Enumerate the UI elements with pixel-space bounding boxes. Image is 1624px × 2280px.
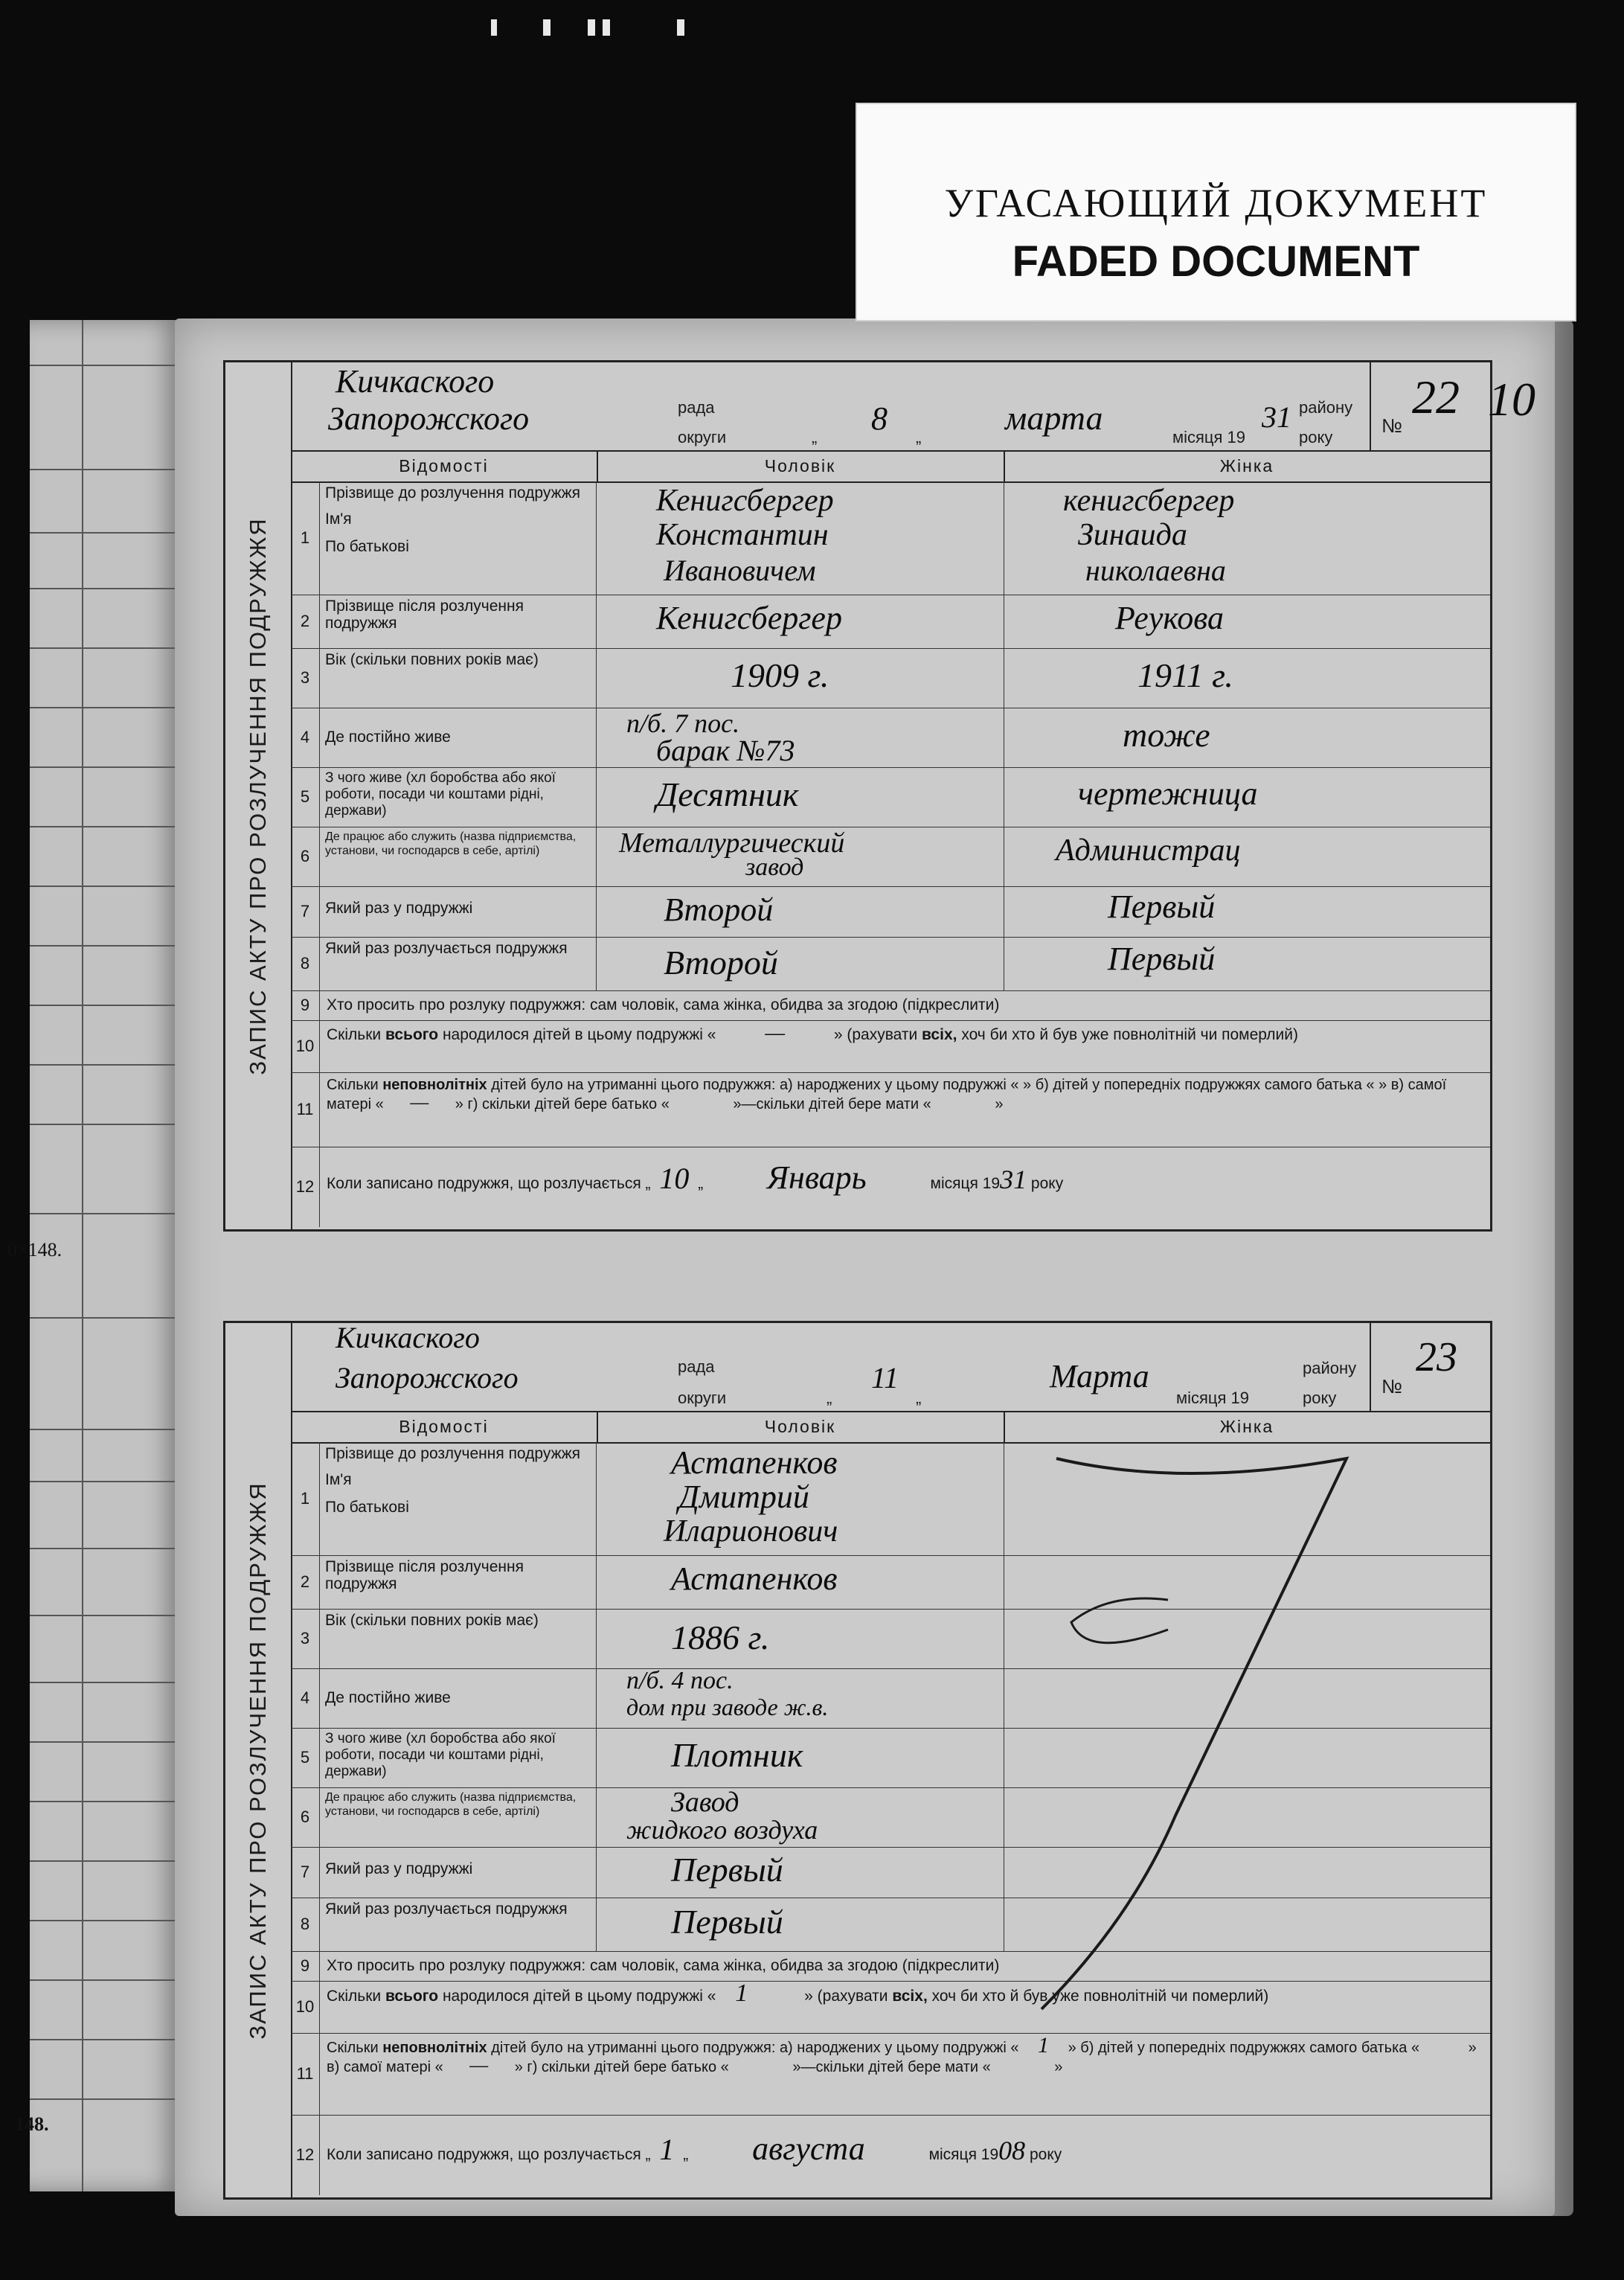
col-woman: Жінка bbox=[1219, 1417, 1274, 1436]
month-label: місяця 19 bbox=[1176, 1389, 1250, 1407]
man-residence-2: барак №73 bbox=[656, 734, 795, 767]
man-occupation: Десятник bbox=[656, 775, 799, 813]
left-page-annotation-top: 0×148. bbox=[7, 1239, 62, 1261]
table-row: 3 Вік (скільки повних років має) 1886 г. bbox=[291, 1609, 1490, 1669]
top-strip-marks bbox=[476, 6, 714, 36]
table-row: 2 Прізвище після розлучення подружжя Кенигсбергер Реукова bbox=[291, 595, 1490, 649]
okrug-label: округи bbox=[678, 428, 727, 446]
record-number-box: № 22 bbox=[1370, 362, 1490, 450]
table-row: 10 Скільки всього народилося дітей в цьому подружжі « 1 » (рахувати всіх, хоч би хто й був уже повнолітній чи померлий) bbox=[291, 1981, 1490, 2034]
registration-day: 1 bbox=[659, 2133, 675, 2166]
rayon-label: району bbox=[1299, 398, 1353, 417]
record-vertical-title: ЗАПИС АКТУ ПРО РОЗЛУЧЕННЯ ПОДРУЖЖЯ bbox=[225, 1323, 292, 2197]
table-row: 9 Хто просить про розлуку подружжя: сам чоловік, сама жінка, обидва за згодою (підкреслити) bbox=[291, 990, 1490, 1021]
woman-surname-after: Реукова bbox=[1115, 600, 1225, 636]
rada-label: рада bbox=[678, 1357, 715, 1376]
record-vertical-title: ЗАПИС АКТУ ПРО РОЗЛУЧЕННЯ ПОДРУЖЖЯ bbox=[225, 362, 292, 1229]
man-name: Константин bbox=[656, 518, 829, 552]
month-value: марта bbox=[1005, 399, 1103, 437]
woman-age: 1911 г. bbox=[1137, 656, 1233, 694]
day-value: 8 bbox=[871, 400, 888, 437]
man-divorce-number: Первый bbox=[671, 1903, 783, 1941]
table-row: 7 Який раз у подружжі Второй Первый bbox=[291, 886, 1490, 938]
table-row: 4 Де постійно живе п/б. 7 пос. барак №73 тоже bbox=[291, 708, 1490, 768]
year-label: року bbox=[1303, 1389, 1337, 1407]
table-row: 11 Скільки неповнолітніх дітей було на утриманні цього подружжя: а) народжених у цьому подружжі « 1 » б) дітей у попередніх подружжях самого батька « » в) самої матері « — » г) скільки дітей бере батько « »—скільки дітей бере мати « » bbox=[291, 2033, 1490, 2116]
col-info: Відомості bbox=[291, 1411, 598, 1442]
record-number-box: № 23 bbox=[1370, 1323, 1490, 1411]
woman-name: Зинаида bbox=[1078, 518, 1187, 552]
col-man: Чоловік bbox=[597, 450, 1005, 481]
year-label: року bbox=[1299, 428, 1333, 446]
woman-divorce-number: Первый bbox=[1108, 941, 1216, 977]
table-row: 10 Скільки всього народилося дітей в цьому подружжі « — » (рахувати всіх, хоч би хто й був уже повнолітній чи померлий) bbox=[291, 1020, 1490, 1073]
registration-month: августа bbox=[752, 2130, 865, 2167]
day-value: 11 bbox=[871, 1361, 899, 1394]
man-residence-1: п/б. 7 пос. bbox=[626, 708, 740, 738]
okrug-value: Запорожского bbox=[336, 1361, 519, 1394]
man-marriage-number: Первый bbox=[671, 1851, 783, 1889]
table-row: 8 Який раз розлучається подружжя Первый bbox=[291, 1898, 1490, 1952]
children-minor-mother: — bbox=[410, 1091, 429, 1114]
side-mark: 10 bbox=[1488, 373, 1535, 426]
man-workplace-1: Металлургический bbox=[619, 827, 845, 859]
cross-out-mark bbox=[997, 1444, 1369, 2039]
record-number: 23 bbox=[1416, 1334, 1457, 1380]
man-age: 1886 г. bbox=[671, 1618, 770, 1656]
column-header bbox=[291, 1411, 1490, 1444]
woman-residence: тоже bbox=[1123, 716, 1210, 754]
month-label: місяця 19 bbox=[1172, 428, 1246, 446]
man-surname-after: Астапенков bbox=[671, 1560, 838, 1597]
man-age: 1909 г. bbox=[731, 656, 829, 694]
col-info: Відомості bbox=[291, 450, 598, 481]
man-marriage-number: Второй bbox=[664, 891, 774, 928]
woman-patronymic: николаевна bbox=[1085, 554, 1226, 587]
woman-workplace: Администрац bbox=[1056, 833, 1241, 868]
woman-surname: кенигсбергер bbox=[1063, 484, 1235, 518]
left-page-annotation-bottom: 148. bbox=[15, 2113, 49, 2135]
woman-marriage-number: Первый bbox=[1108, 888, 1216, 925]
man-residence-2: дом при заводе ж.в. bbox=[626, 1694, 829, 1720]
col-woman: Жінка bbox=[1219, 456, 1274, 475]
table-row: 7 Який раз у подружжі Первый bbox=[291, 1847, 1490, 1898]
man-patronymic: Иларионович bbox=[664, 1514, 838, 1549]
rada-label: рада bbox=[678, 398, 715, 417]
faded-document-stamp bbox=[856, 103, 1576, 321]
table-row: 6 Де працює або служить (назва підприємства, установи, чи господарсв в себе, артілі) Металлургический завод Администрац bbox=[291, 827, 1490, 887]
registration-year: 31 bbox=[1000, 1165, 1027, 1194]
table-row: 12 Коли записано подружжя, що розлучається „ 1 „ августа місяця 1908 року bbox=[291, 2115, 1490, 2195]
stamp-line-en: FADED DOCUMENT bbox=[1012, 237, 1420, 286]
children-total: — bbox=[765, 1020, 785, 1045]
man-surname: Астапенков bbox=[671, 1444, 838, 1481]
record-header: Кичкаского рада Запорожского округи „ 8 „ марта місяця 19 31 року району № 22 bbox=[291, 362, 1490, 452]
table-row: 2 Прізвище після розлучення подружжя Астапенков bbox=[291, 1555, 1490, 1610]
record-number: 22 bbox=[1412, 371, 1460, 423]
table-row: 5 З чого живе (хл боробства або якої роботи, посади чи коштами рідні, держави) Плотник bbox=[291, 1728, 1490, 1788]
woman-occupation: чертежница bbox=[1078, 775, 1258, 812]
registration-month: Январь bbox=[767, 1159, 867, 1196]
column-header bbox=[291, 450, 1490, 483]
man-residence-1: п/б. 4 пос. bbox=[626, 1667, 734, 1694]
table-row: 12 Коли записано подружжя, що розлучається „ 10 „ Январь місяця 1931 року bbox=[291, 1147, 1490, 1227]
man-workplace-2: жидкого воздуха bbox=[626, 1815, 818, 1845]
month-value: Марта bbox=[1050, 1358, 1149, 1394]
children-total: 1 bbox=[735, 1981, 748, 2007]
man-name: Дмитрий bbox=[678, 1479, 809, 1515]
table-row: 8 Який раз розлучається подружжя Второй Первый bbox=[291, 937, 1490, 991]
rada-value: Кичкаского bbox=[336, 363, 495, 400]
children-minor-mother: — bbox=[469, 2054, 489, 2077]
man-occupation: Плотник bbox=[671, 1736, 803, 1774]
man-surname-after: Кенигсбергер bbox=[656, 600, 842, 636]
rada-value: Кичкаского bbox=[336, 1321, 480, 1354]
record-header: Кичкаского рада Запорожского округи „ 11 „ Марта місяця 19 року району № 23 bbox=[291, 1323, 1490, 1412]
man-workplace-1: Завод bbox=[671, 1787, 739, 1818]
year-value: 31 bbox=[1262, 400, 1291, 434]
children-minor-born: 1 bbox=[1038, 2033, 1050, 2058]
table-row: 11 Скільки неповнолітніх дітей було на утриманні цього подружжя: а) народжених у цьому подружжі « » б) дітей у попередніх подружжях самого батька « » в) самої матері « — » г) скільки дітей бере батько « »—скільки дітей бере мати « » bbox=[291, 1072, 1490, 1147]
table-row: 3 Вік (скільки повних років має) 1909 г. 1911 г. bbox=[291, 648, 1490, 708]
registration-year: 08 bbox=[998, 2136, 1026, 2165]
okrug-value: Запорожского bbox=[328, 400, 530, 437]
rayon-label: району bbox=[1303, 1359, 1357, 1377]
table-row: 4 Де постійно живе п/б. 4 пос. дом при заводе ж.в. bbox=[291, 1668, 1490, 1729]
table-row: 6 Де працює або служить (назва підприємства, установи, чи господарсв в себе, артілі) Завод жидкого воздуха bbox=[291, 1787, 1490, 1848]
col-man: Чоловік bbox=[597, 1411, 1005, 1442]
table-row: 1 Прізвище до розлучення подружжя Ім'я По батькові Астапенков Дмитрий Иларионович bbox=[291, 1442, 1490, 1556]
man-patronymic: Ивановичем bbox=[664, 554, 816, 587]
stamp-line-ru: УГАСАЮЩИЙ ДОКУМЕНТ bbox=[944, 181, 1488, 225]
man-divorce-number: Второй bbox=[664, 944, 778, 982]
registration-day: 10 bbox=[659, 1162, 690, 1195]
man-surname: Кенигсбергер bbox=[656, 484, 834, 518]
man-workplace-2: завод bbox=[745, 854, 804, 881]
divorce-record-1 bbox=[223, 360, 1492, 1232]
table-row: 1 Прізвище до розлучення подружжя Ім'я По батькові Кенигсбергер Константин Ивановичем кенигсбергер Зинаида николаевна bbox=[291, 481, 1490, 595]
table-row: 9 Хто просить про розлуку подружжя: сам чоловік, сама жінка, обидва за згодою (підкреслити) bbox=[291, 1951, 1490, 1982]
table-row: 5 З чого живе (хл боробства або якої роботи, посади чи коштами рідні, держави) Десятник чертежница bbox=[291, 767, 1490, 827]
okrug-label: округи bbox=[678, 1389, 727, 1407]
